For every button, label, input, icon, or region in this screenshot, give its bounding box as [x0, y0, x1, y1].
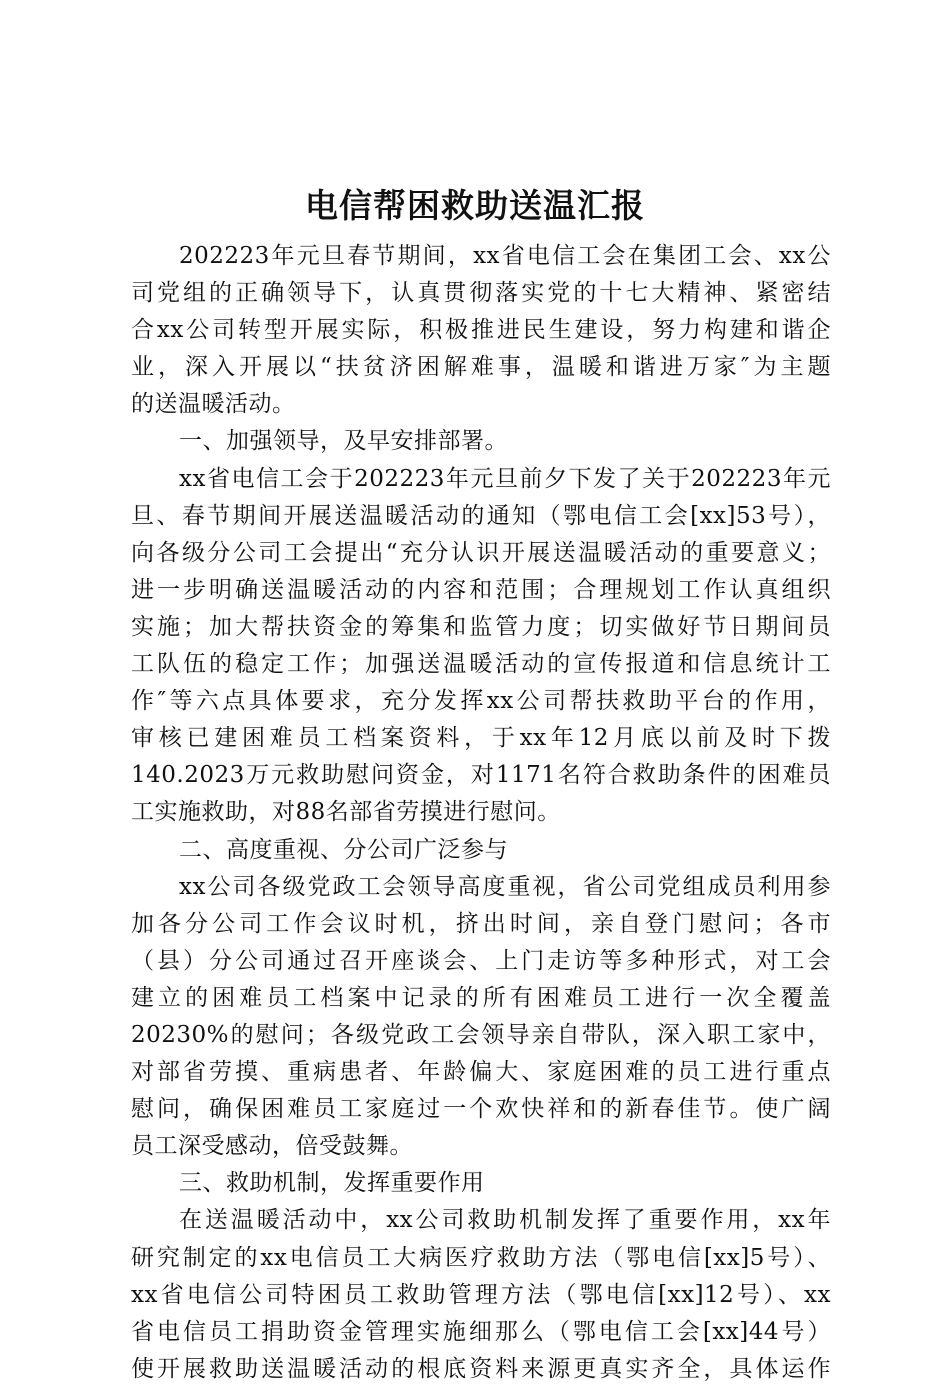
paragraph-line: 合xx公司转型开展实际，积极推进民生建设，努力构建和谐企	[131, 317, 831, 344]
paragraph-line: 20230%的慰问；各级党政工会领导亲自带队，深入职工家中，	[131, 1021, 831, 1048]
paragraph-line: 进一步明确送温暖活动的内容和范围；合理规划工作认真组织	[131, 576, 831, 603]
paragraph-line: 作″等六点具体要求，充分发挥xx公司帮扶救助平台的作用，	[131, 688, 831, 715]
paragraph-line: 140.2023万元救助慰问资金，对1171名符合救助条件的困难员	[131, 762, 831, 789]
document-title: 电信帮困救助送温汇报	[305, 186, 645, 225]
section-heading: 三、救助机制，发挥重要作用	[179, 1170, 485, 1197]
paragraph-line: 建立的困难员工档案中记录的所有困难员工进行一次全覆盖	[131, 984, 831, 1011]
paragraph-line: 向各级分公司工会提出“充分认识开展送温暖活动的重要意义；	[131, 539, 831, 566]
paragraph-line: 202223年元旦春节期间，xx省电信工会在集团工会、xx公	[179, 243, 831, 269]
paragraph-line: 慰问，确保困难员工家庭过一个欢快祥和的新春佳节。使广阔	[131, 1096, 831, 1123]
paragraph-line: 旦、春节期间开展送温暖活动的通知（鄂电信工会[xx]53号），	[131, 502, 831, 529]
paragraph-line: 员工深受感动，倍受鼓舞。	[131, 1133, 413, 1160]
paragraph-line: xx省电信公司特困员工救助管理方法（鄂电信[xx]12号）、xx	[131, 1281, 831, 1308]
document-body	[131, 238, 831, 1388]
paragraph-line: 研究制定的xx电信员工大病医疗救助方法（鄂电信[xx]5号）、	[131, 1244, 831, 1271]
paragraph-line: 司党组的正确领导下，认真贯彻落实党的十七大精神、紧密结	[131, 280, 831, 307]
paragraph-line: 工队伍的稳定工作；加强送温暖活动的宣传报道和信息统计工	[131, 651, 831, 678]
paragraph-line: xx省电信工会于202223年元旦前夕下发了关于202223年元	[179, 465, 831, 492]
section-heading: 一、加强领导，及早安排部署。	[179, 428, 508, 455]
paragraph-line: xx公司各级党政工会领导高度重视，省公司党组成员利用参	[179, 873, 831, 900]
paragraph-line: 工实施救助，对88名部省劳摸进行慰问。	[131, 799, 561, 826]
paragraph-line: 加各分公司工作会议时机，挤出时间，亲自登门慰问；各市	[131, 910, 831, 937]
paragraph-line: （县）分公司通过召开座谈会、上门走访等多种形式，对工会	[131, 947, 831, 974]
paragraph-line: 在送温暖活动中，xx公司救助机制发挥了重要作用，xx年	[179, 1207, 831, 1234]
paragraph-line: 审核已建困难员工档案资料，于xx年12月底以前及时下拨	[131, 725, 831, 752]
paragraph-line: 使开展救助送温暖活动的根底资料来源更真实齐全，具体运作	[131, 1355, 831, 1382]
paragraph-line: 省电信员工捐助资金管理实施细那么（鄂电信工会[xx]44号）	[131, 1318, 831, 1345]
paragraph-line: 实施；加大帮扶资金的筹集和监管力度；切实做好节日期间员	[131, 613, 831, 640]
paragraph-line: 的送温暖活动。	[131, 391, 296, 418]
section-heading: 二、高度重视、分公司广泛参与	[179, 836, 508, 863]
paragraph-line: 对部省劳摸、重病患者、年龄偏大、家庭困难的员工进行重点	[131, 1059, 831, 1086]
paragraph-line: 业，深入开展以“扶贫济困解难事，温暖和谐进万家″为主题	[131, 354, 831, 381]
